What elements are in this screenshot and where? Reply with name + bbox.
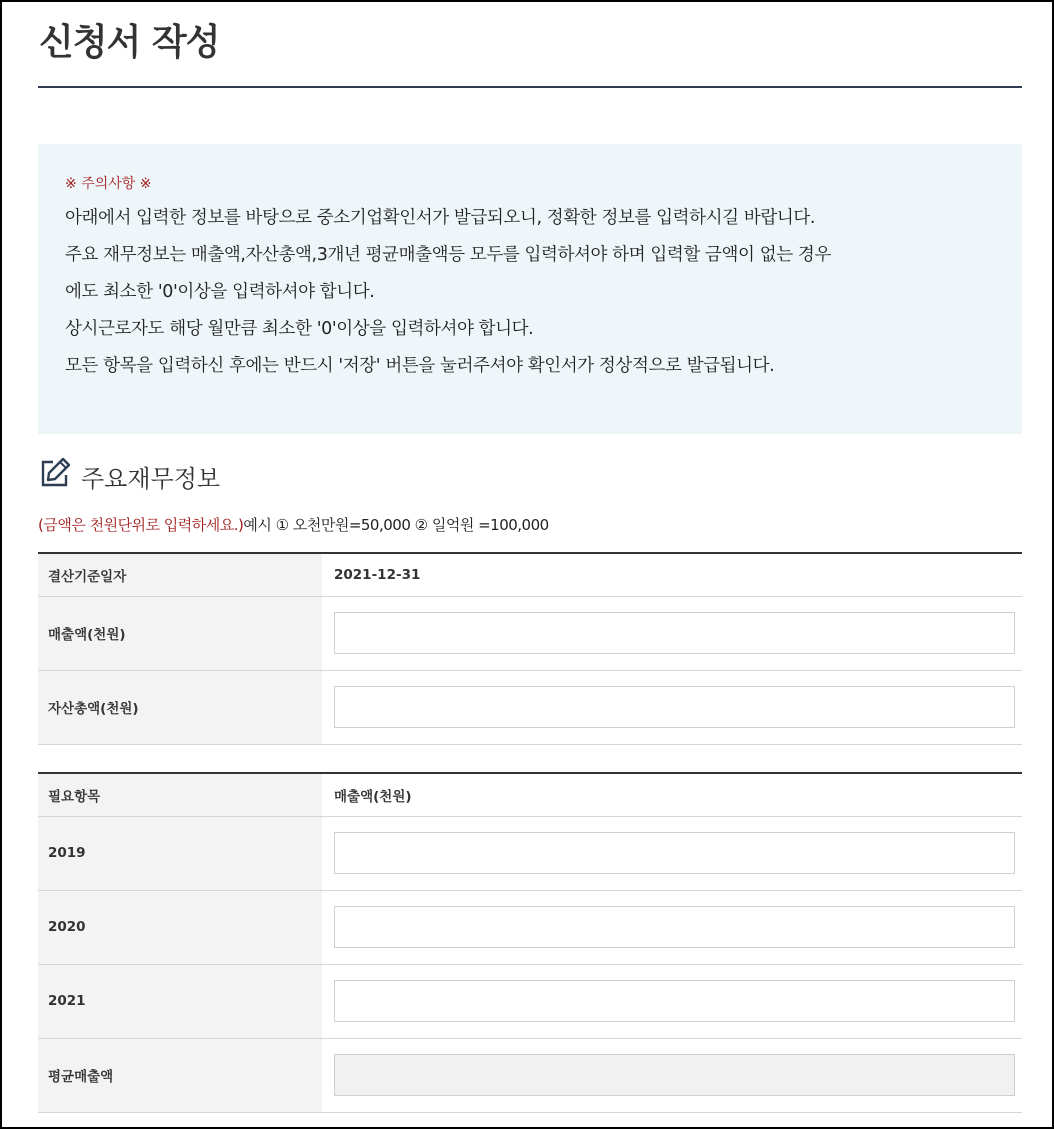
- page-title: 신청서 작성: [39, 22, 220, 63]
- table-row: [38, 596, 1022, 670]
- assets-label: 자산총액(천원): [38, 670, 322, 744]
- section-title-text: 주요재무정보: [81, 464, 221, 493]
- year-label: 2020: [38, 890, 322, 964]
- sales-header: 매출액(천원): [322, 773, 1022, 816]
- year-cell: [322, 890, 1022, 964]
- section-title: [38, 458, 220, 494]
- sales-cell: [322, 596, 1022, 670]
- base-date-label: 결산기준일자: [38, 553, 322, 596]
- sales-label: 매출액(천원): [38, 596, 322, 670]
- table-row: [38, 1038, 1022, 1112]
- sales-2020-input[interactable]: [334, 906, 1015, 948]
- assets-input[interactable]: [334, 686, 1015, 728]
- average-cell: [322, 1038, 1022, 1112]
- sales-2019-input[interactable]: [334, 832, 1015, 874]
- assets-cell: [322, 670, 1022, 744]
- unit-note-warning: (금액은 천원단위로 입력하세요.): [38, 516, 244, 534]
- table-row: [38, 816, 1022, 890]
- unit-note-example: 예시 ① 오천만원=50,000 ② 일억원 =100,000: [243, 516, 549, 534]
- unit-note: [38, 514, 549, 535]
- table-header-row: [38, 773, 1022, 816]
- sales-2021-input[interactable]: [334, 980, 1015, 1022]
- notice-line: 아래에서 입력한 정보를 바탕으로 중소기업확인서가 발급되오니, 정확한 정보를 입력하시길 바랍니다.: [65, 208, 815, 228]
- required-item-header: 필요항목: [38, 773, 322, 816]
- title-divider: [38, 86, 1022, 88]
- year-label: 2021: [38, 964, 322, 1038]
- notice-box: [38, 144, 1022, 434]
- notice-line: 상시근로자도 해당 월만큼 최소한 '0'이상을 입력하셔야 합니다.: [65, 319, 534, 339]
- notice-line: 모든 항목을 입력하신 후에는 반드시 '저장' 버튼을 눌러주셔야 확인서가 정상적으로 발급됩니다.: [65, 356, 775, 376]
- financial-table: [38, 552, 1022, 745]
- average-sales-label: 평균매출액: [38, 1038, 322, 1112]
- table-row: [38, 964, 1022, 1038]
- edit-icon: [38, 456, 81, 496]
- table-row: [38, 670, 1022, 744]
- average-sales-field: [334, 1054, 1015, 1096]
- notice-heading: ※ 주의사항 ※: [65, 176, 152, 192]
- year-cell: [322, 816, 1022, 890]
- year-cell: [322, 964, 1022, 1038]
- notice-line: 에도 최소한 '0'이상을 입력하셔야 합니다.: [65, 282, 375, 302]
- year-label: 2019: [38, 816, 322, 890]
- sales-input[interactable]: [334, 612, 1015, 654]
- table-row: [38, 553, 1022, 596]
- annual-sales-table: [38, 772, 1022, 1113]
- base-date-value: 2021-12-31: [322, 553, 1022, 596]
- notice-line: 주요 재무정보는 매출액,자산총액,3개년 평균매출액등 모두를 입력하셔야 하며 입력할 금액이 없는 경우: [65, 245, 831, 265]
- table-row: [38, 890, 1022, 964]
